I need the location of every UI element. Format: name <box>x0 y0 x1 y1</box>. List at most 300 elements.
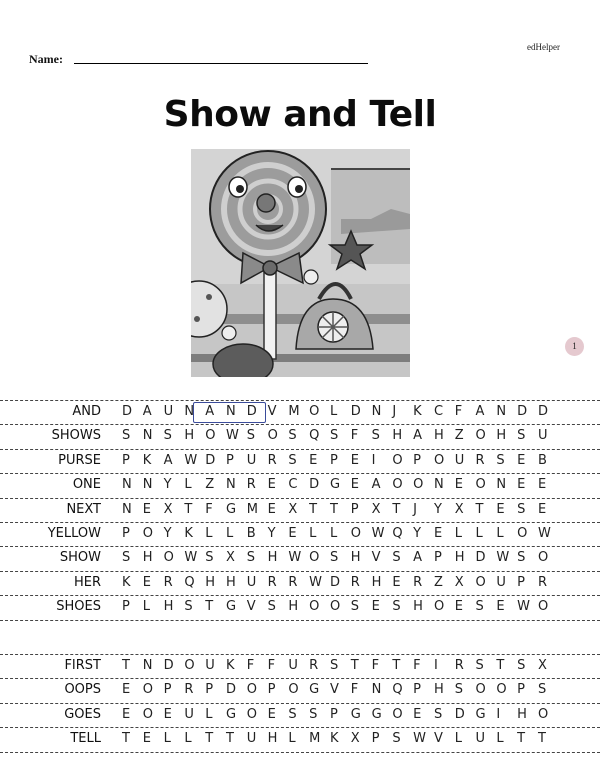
grid-letter[interactable]: E <box>537 501 547 517</box>
grid-letter[interactable]: N <box>496 477 507 493</box>
grid-letter[interactable]: O <box>142 706 154 722</box>
grid-letter[interactable]: U <box>184 706 194 722</box>
grid-letter[interactable]: P <box>267 682 276 698</box>
grid-letter[interactable]: E <box>454 599 463 615</box>
grid-letter[interactable]: E <box>309 452 318 468</box>
grid-letter[interactable]: H <box>433 682 444 698</box>
grid-letter[interactable]: E <box>163 706 172 722</box>
grid-letter[interactable]: E <box>496 599 505 615</box>
grid-letter[interactable]: T <box>350 658 359 673</box>
grid-letter[interactable]: T <box>205 599 214 615</box>
grid-letter[interactable]: G <box>309 682 320 698</box>
grid-letter[interactable]: L <box>329 526 338 541</box>
grid-letter[interactable]: O <box>537 706 549 722</box>
grid-letter[interactable]: G <box>225 501 237 517</box>
grid-letter[interactable]: L <box>163 731 171 747</box>
grid-letter[interactable]: O <box>475 477 486 493</box>
grid-letter[interactable]: U <box>205 658 215 673</box>
grid-letter[interactable]: I <box>433 658 438 673</box>
grid-letter[interactable]: P <box>350 501 359 517</box>
row-divider <box>0 752 600 753</box>
grid-letter[interactable]: A <box>371 477 381 493</box>
puzzle-row <box>0 473 600 497</box>
grid-letter[interactable]: V <box>267 404 277 419</box>
grid-letter[interactable]: K <box>122 574 131 590</box>
grid-letter[interactable]: V <box>371 550 381 566</box>
grid-letter[interactable]: P <box>371 731 380 747</box>
grid-letter[interactable]: E <box>392 574 401 590</box>
grid-letter[interactable]: P <box>329 452 338 468</box>
grid-letter[interactable]: B <box>246 526 256 541</box>
grid-letter[interactable]: W <box>225 428 239 444</box>
grid-letter[interactable]: P <box>205 682 214 698</box>
grid-letter[interactable]: P <box>122 526 130 541</box>
letter-grid-row <box>122 428 559 443</box>
grid-letter[interactable]: E <box>142 501 152 517</box>
grid-letter[interactable]: T <box>329 501 338 517</box>
grid-letter[interactable]: L <box>496 526 504 541</box>
grid-letter[interactable]: L <box>454 526 462 541</box>
grid-letter[interactable]: S <box>246 428 256 444</box>
grid-letter[interactable]: O <box>350 526 361 541</box>
grid-letter[interactable]: D <box>350 404 361 419</box>
grid-letter[interactable]: E <box>267 706 276 722</box>
grid-letter[interactable]: R <box>246 477 256 493</box>
grid-letter[interactable]: R <box>454 658 464 673</box>
grid-letter[interactable]: E <box>122 682 131 698</box>
grid-letter[interactable]: V <box>329 682 339 698</box>
grid-letter[interactable]: Y <box>163 477 172 493</box>
grid-letter[interactable]: P <box>413 452 421 468</box>
grid-letter[interactable]: D <box>225 682 236 698</box>
grid-letter[interactable]: X <box>350 731 360 747</box>
puzzle-row <box>0 703 600 727</box>
grid-letter[interactable]: U <box>163 404 174 419</box>
clue-word: SHOW <box>59 550 101 566</box>
grid-letter[interactable]: O <box>309 550 320 566</box>
grid-letter[interactable]: Q <box>309 428 320 444</box>
grid-letter[interactable]: N <box>371 404 382 419</box>
grid-letter[interactable]: E <box>413 706 422 722</box>
grid-letter[interactable]: U <box>454 452 465 468</box>
grid-letter[interactable]: R <box>163 574 173 590</box>
grid-letter[interactable]: O <box>142 526 154 541</box>
grid-letter[interactable]: G <box>329 477 341 493</box>
grid-letter[interactable]: O <box>184 658 195 673</box>
clue-word: YELLOW <box>47 526 101 541</box>
grid-letter[interactable]: H <box>350 550 361 566</box>
grid-letter[interactable]: L <box>496 731 504 747</box>
grid-letter[interactable]: N <box>122 477 132 493</box>
grid-letter[interactable]: E <box>517 477 526 493</box>
grid-letter[interactable]: U <box>496 574 506 590</box>
grid-letter[interactable]: S <box>517 658 526 673</box>
grid-letter[interactable]: O <box>413 477 424 493</box>
grid-letter[interactable]: A <box>142 404 152 419</box>
grid-letter[interactable]: K <box>413 404 422 419</box>
grid-letter[interactable]: I <box>496 706 501 722</box>
grid-letter[interactable]: L <box>329 404 338 419</box>
grid-letter[interactable]: G <box>225 706 237 722</box>
grid-letter[interactable]: H <box>392 428 403 444</box>
grid-letter[interactable]: E <box>350 452 359 468</box>
grid-letter[interactable]: G <box>225 599 237 615</box>
grid-letter[interactable]: S <box>517 428 526 444</box>
grid-letter[interactable]: F <box>413 658 421 673</box>
grid-letter[interactable]: R <box>413 574 423 590</box>
grid-letter[interactable]: T <box>392 658 401 673</box>
grid-letter[interactable]: F <box>246 658 255 673</box>
grid-letter[interactable]: N <box>122 501 132 517</box>
grid-letter[interactable]: F <box>350 428 359 444</box>
grid-letter[interactable]: R <box>184 682 194 698</box>
grid-letter[interactable]: S <box>184 599 193 615</box>
grid-letter[interactable]: H <box>267 550 278 566</box>
grid-letter[interactable]: V <box>246 599 256 615</box>
grid-letter[interactable]: N <box>433 477 444 493</box>
grid-letter[interactable]: D <box>309 477 320 493</box>
grid-letter[interactable]: U <box>288 658 298 673</box>
page-number-badge: 1 <box>565 337 584 356</box>
grid-letter[interactable]: O <box>537 599 549 615</box>
grid-letter[interactable]: O <box>537 550 549 566</box>
grid-letter[interactable]: X <box>454 501 464 517</box>
grid-letter[interactable]: T <box>496 658 505 673</box>
grid-letter[interactable]: S <box>122 550 131 566</box>
grid-letter[interactable]: S <box>475 658 484 673</box>
grid-letter[interactable]: D <box>246 404 257 419</box>
grid-letter[interactable]: T <box>475 501 484 517</box>
grid-letter[interactable]: E <box>288 526 297 541</box>
grid-letter[interactable]: W <box>517 599 530 615</box>
grid-letter[interactable]: L <box>184 731 192 747</box>
grid-letter[interactable]: H <box>413 599 423 615</box>
grid-letter[interactable]: M <box>288 404 300 419</box>
grid-letter[interactable]: G <box>350 706 361 722</box>
grid-letter[interactable]: W <box>309 574 323 590</box>
letter-grid-row <box>122 682 559 697</box>
grid-letter[interactable]: Y <box>413 526 422 541</box>
grid-letter[interactable]: T <box>537 731 546 747</box>
grid-letter[interactable]: O <box>517 526 528 541</box>
grid-letter[interactable]: S <box>517 550 526 566</box>
grid-letter[interactable]: B <box>537 452 547 468</box>
grid-letter[interactable]: S <box>329 658 339 673</box>
grid-letter[interactable]: F <box>205 501 213 517</box>
grid-letter[interactable]: T <box>225 731 234 747</box>
grid-letter[interactable]: R <box>475 452 485 468</box>
grid-letter[interactable]: L <box>205 706 213 722</box>
grid-letter[interactable]: O <box>392 706 403 722</box>
grid-letter[interactable]: L <box>288 731 296 747</box>
grid-letter[interactable]: E <box>142 574 152 590</box>
grid-letter[interactable]: K <box>142 452 152 468</box>
grid-letter[interactable]: L <box>142 599 151 615</box>
grid-letter[interactable]: A <box>205 404 215 419</box>
grid-letter[interactable]: T <box>517 731 526 747</box>
grid-letter[interactable]: W <box>288 550 302 566</box>
grid-letter[interactable]: A <box>413 428 423 444</box>
grid-letter[interactable]: S <box>496 452 505 468</box>
grid-letter[interactable]: O <box>496 682 507 698</box>
grid-letter[interactable]: U <box>246 731 257 747</box>
grid-letter[interactable]: P <box>517 574 525 590</box>
grid-letter[interactable]: S <box>288 452 297 468</box>
grid-letter[interactable]: N <box>371 682 382 698</box>
grid-letter[interactable]: E <box>537 477 547 493</box>
grid-letter[interactable]: U <box>475 731 486 747</box>
page-title: Show and Tell <box>163 94 437 135</box>
grid-letter[interactable]: V <box>433 731 443 747</box>
grid-letter[interactable]: O <box>163 550 174 566</box>
grid-letter[interactable]: H <box>371 574 382 590</box>
grid-letter[interactable]: P <box>122 452 130 468</box>
grid-letter[interactable]: P <box>225 452 234 468</box>
grid-letter[interactable]: Q <box>392 526 403 541</box>
grid-letter[interactable]: T <box>205 731 214 747</box>
grid-letter[interactable]: E <box>517 452 526 468</box>
grid-letter[interactable]: S <box>205 550 214 566</box>
grid-letter[interactable]: D <box>537 404 548 419</box>
grid-letter[interactable]: O <box>392 477 403 493</box>
grid-letter[interactable]: H <box>454 550 465 566</box>
grid-letter[interactable]: F <box>454 404 463 419</box>
grid-letter[interactable]: E <box>267 501 276 517</box>
grid-letter[interactable]: L <box>475 526 483 541</box>
grid-letter[interactable]: H <box>288 599 299 615</box>
grid-letter[interactable]: I <box>371 452 376 468</box>
grid-letter[interactable]: O <box>246 706 258 722</box>
grid-letter[interactable]: J <box>413 501 417 517</box>
grid-letter[interactable]: O <box>392 452 403 468</box>
grid-letter[interactable]: S <box>517 501 526 517</box>
grid-letter[interactable]: O <box>205 428 216 444</box>
letter-grid-row <box>122 526 559 541</box>
grid-letter[interactable]: G <box>475 706 486 722</box>
grid-letter[interactable]: P <box>517 682 525 698</box>
grid-letter[interactable]: O <box>475 574 486 590</box>
name-input-line[interactable] <box>74 63 368 64</box>
grid-letter[interactable]: N <box>184 404 195 419</box>
grid-letter[interactable]: U <box>246 574 257 590</box>
grid-letter[interactable]: O <box>329 599 341 615</box>
grid-letter[interactable]: W <box>413 731 427 747</box>
grid-letter[interactable]: Y <box>163 526 172 541</box>
grid-letter[interactable]: K <box>184 526 193 541</box>
letter-grid-row <box>122 658 559 673</box>
grid-letter[interactable]: Y <box>433 501 442 517</box>
puzzle-row <box>0 546 600 570</box>
grid-letter[interactable]: T <box>392 501 401 517</box>
grid-letter[interactable]: N <box>142 428 153 444</box>
grid-letter[interactable]: S <box>288 706 297 722</box>
grid-letter[interactable]: A <box>413 550 423 566</box>
grid-letter[interactable]: S <box>392 731 401 747</box>
grid-letter[interactable]: R <box>350 574 360 590</box>
grid-letter[interactable]: W <box>537 526 551 541</box>
grid-letter[interactable]: O <box>288 682 299 698</box>
grid-letter[interactable]: P <box>329 706 338 722</box>
grid-letter[interactable]: O <box>309 599 320 615</box>
grid-letter[interactable]: T <box>122 658 130 673</box>
grid-letter[interactable]: O <box>475 428 486 444</box>
letter-grid-row <box>122 477 559 492</box>
grid-letter[interactable]: P <box>433 550 442 566</box>
grid-letter[interactable]: C <box>433 404 444 419</box>
grid-letter[interactable]: H <box>163 599 174 615</box>
grid-letter[interactable]: T <box>309 501 318 517</box>
grid-letter[interactable]: N <box>496 404 507 419</box>
puzzle-row <box>0 571 600 595</box>
grid-letter[interactable]: D <box>163 658 174 673</box>
grid-letter[interactable]: R <box>537 574 547 590</box>
grid-letter[interactable]: H <box>433 428 444 444</box>
grid-letter[interactable]: E <box>267 477 276 493</box>
grid-letter[interactable]: S <box>329 428 339 444</box>
grid-letter[interactable]: Z <box>454 428 464 444</box>
grid-letter[interactable]: W <box>184 550 198 566</box>
grid-letter[interactable]: S <box>371 428 380 444</box>
grid-letter[interactable]: S <box>309 706 318 722</box>
grid-letter[interactable]: X <box>288 501 298 517</box>
grid-letter[interactable]: F <box>267 658 276 673</box>
grid-letter[interactable]: N <box>142 477 153 493</box>
grid-letter[interactable]: S <box>392 550 401 566</box>
grid-letter[interactable]: H <box>267 731 278 747</box>
grid-letter[interactable]: W <box>496 550 510 566</box>
grid-letter[interactable]: H <box>517 706 527 722</box>
grid-letter[interactable]: M <box>246 501 258 517</box>
grid-letter[interactable]: O <box>475 682 486 698</box>
grid-letter[interactable]: D <box>454 706 465 722</box>
letter-grid-row <box>122 599 559 614</box>
grid-letter[interactable]: E <box>371 599 380 615</box>
grid-letter[interactable]: S <box>475 599 484 615</box>
puzzle-row <box>0 678 600 702</box>
grid-letter[interactable]: F <box>350 682 359 698</box>
grid-letter[interactable]: D <box>122 404 133 419</box>
grid-letter[interactable]: T <box>122 731 130 747</box>
grid-letter[interactable]: O <box>433 452 445 468</box>
grid-letter[interactable]: H <box>496 428 507 444</box>
grid-letter[interactable]: T <box>184 501 193 517</box>
grid-letter[interactable]: S <box>329 550 339 566</box>
letter-grid-row <box>122 404 559 419</box>
puzzle-row <box>0 595 600 619</box>
grid-letter[interactable]: P <box>122 599 130 615</box>
grid-letter[interactable]: O <box>246 682 258 698</box>
grid-letter[interactable]: H <box>142 550 153 566</box>
grid-letter[interactable]: R <box>309 658 319 673</box>
grid-letter[interactable]: E <box>433 526 443 541</box>
grid-letter[interactable]: S <box>288 428 297 444</box>
grid-letter[interactable]: N <box>225 404 236 419</box>
grid-letter[interactable]: S <box>433 706 443 722</box>
grid-letter[interactable]: S <box>163 428 172 444</box>
grid-letter[interactable]: E <box>454 477 463 493</box>
clue-word: SHOWS <box>51 428 101 444</box>
grid-letter[interactable]: L <box>309 526 317 541</box>
grid-letter[interactable]: Q <box>392 682 403 698</box>
grid-letter[interactable]: Z <box>205 477 215 493</box>
grid-letter[interactable]: P <box>163 682 172 698</box>
grid-letter[interactable]: K <box>329 731 339 747</box>
grid-letter[interactable]: A <box>163 452 173 468</box>
grid-letter[interactable]: P <box>413 682 421 698</box>
grid-letter[interactable]: Z <box>433 574 443 590</box>
grid-letter[interactable]: X <box>225 550 235 566</box>
grid-letter[interactable]: R <box>288 574 298 590</box>
grid-letter[interactable]: O <box>142 682 154 698</box>
name-label: Name: <box>29 52 63 66</box>
grid-letter[interactable]: R <box>267 574 277 590</box>
clue-word: TELL <box>70 731 101 747</box>
grid-letter[interactable]: D <box>329 574 340 590</box>
grid-letter[interactable]: G <box>371 706 382 722</box>
grid-letter[interactable]: W <box>371 526 385 541</box>
grid-letter[interactable]: S <box>392 599 401 615</box>
lollipop-illustration <box>191 149 410 377</box>
grid-letter[interactable]: S <box>454 682 464 698</box>
found-word-highlight[interactable] <box>193 402 266 423</box>
grid-letter[interactable]: E <box>496 501 505 517</box>
grid-letter[interactable]: X <box>537 658 547 673</box>
grid-letter[interactable]: S <box>246 550 256 566</box>
grid-letter[interactable]: D <box>517 404 528 419</box>
grid-letter[interactable]: C <box>288 477 298 493</box>
grid-letter[interactable]: X <box>454 574 464 590</box>
puzzle-row <box>0 449 600 473</box>
grid-letter[interactable]: K <box>225 658 235 673</box>
grid-letter[interactable]: Q <box>184 574 195 590</box>
grid-letter[interactable]: S <box>267 599 276 615</box>
clue-word: HER <box>73 574 101 590</box>
grid-letter[interactable]: S <box>350 599 360 615</box>
grid-letter[interactable]: N <box>142 658 153 673</box>
grid-letter[interactable]: R <box>267 452 277 468</box>
grid-letter[interactable]: N <box>225 477 236 493</box>
grid-letter[interactable]: H <box>205 574 215 590</box>
grid-letter[interactable]: H <box>225 574 236 590</box>
grid-letter[interactable]: X <box>163 501 173 517</box>
grid-letter[interactable]: H <box>184 428 195 444</box>
grid-letter[interactable]: D <box>475 550 486 566</box>
grid-letter[interactable]: U <box>246 452 257 468</box>
grid-letter[interactable]: S <box>537 682 547 698</box>
grid-letter[interactable]: D <box>205 452 216 468</box>
grid-letter[interactable]: O <box>309 404 320 419</box>
grid-letter[interactable]: A <box>475 404 485 419</box>
grid-letter[interactable]: L <box>454 731 462 747</box>
grid-letter[interactable]: W <box>184 452 198 468</box>
grid-letter[interactable]: L <box>205 526 213 541</box>
grid-letter[interactable]: E <box>350 477 359 493</box>
grid-letter[interactable]: Y <box>267 526 276 541</box>
grid-letter[interactable]: U <box>537 428 548 444</box>
puzzle-row <box>0 498 600 522</box>
grid-letter[interactable]: F <box>371 658 380 673</box>
grid-letter[interactable]: O <box>267 428 278 444</box>
grid-letter[interactable]: X <box>371 501 381 517</box>
grid-letter[interactable]: S <box>122 428 131 444</box>
grid-letter[interactable]: J <box>392 404 397 419</box>
grid-letter[interactable]: L <box>184 477 192 493</box>
grid-letter[interactable]: E <box>122 706 131 722</box>
grid-letter[interactable]: E <box>142 731 152 747</box>
grid-letter[interactable]: L <box>225 526 234 541</box>
grid-letter[interactable]: O <box>433 599 445 615</box>
grid-letter[interactable]: M <box>309 731 321 747</box>
